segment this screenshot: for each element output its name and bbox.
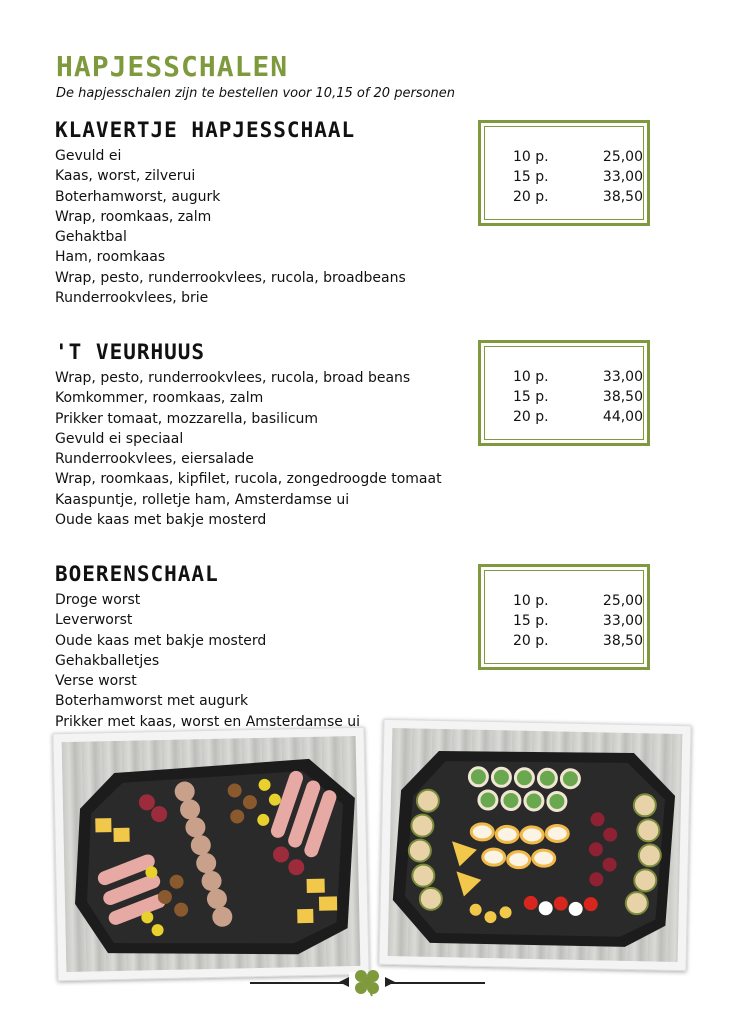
list-item: Wrap, roomkaas, zalm	[55, 208, 212, 225]
list-item: Runderrookvlees, eiersalade	[55, 451, 254, 468]
section-heading: 'T VEURHUUS	[55, 340, 206, 364]
section-klavertje	[55, 118, 695, 308]
page-title: HAPJESSCHALEN	[56, 50, 289, 83]
price: 33,00	[602, 613, 643, 629]
persons: 10 p.	[513, 149, 549, 165]
persons: 15 p.	[513, 613, 549, 629]
list-item: Oude kaas met bakje mosterd	[55, 632, 267, 649]
price: 33,00	[602, 369, 643, 385]
section-boerenschaal	[55, 562, 695, 732]
persons: 20 p.	[513, 633, 549, 649]
price: 25,00	[602, 149, 643, 165]
price: 33,00	[602, 169, 643, 185]
list-item: Boterhamworst, augurk	[55, 188, 221, 205]
platter-photo-hapjesschaal	[378, 719, 691, 971]
persons: 10 p.	[513, 593, 549, 609]
price: 44,00	[602, 409, 643, 425]
list-item: Wrap, roomkaas, kipfilet, rucola, zongedroogde tomaat	[55, 471, 442, 488]
list-item: Gevuld ei speciaal	[55, 430, 184, 447]
price-row	[485, 591, 643, 611]
price-row	[485, 187, 643, 207]
list-item: Komkommer, roomkaas, zalm	[55, 390, 264, 407]
list-item: Prikker met kaas, worst en Amsterdamse ui	[55, 713, 361, 730]
price-row	[485, 611, 643, 631]
list-item: Gehaktbal	[55, 229, 127, 246]
price-row	[485, 367, 643, 387]
persons: 20 p.	[513, 189, 549, 205]
list-item: Ham, roomkaas	[55, 249, 166, 266]
platter-photo-boerenschaal	[52, 727, 369, 981]
price-row	[485, 407, 643, 427]
page-subtitle: De hapjesschalen zijn te bestellen voor 10,15 of 20 personen	[56, 86, 456, 101]
price: 38,50	[602, 189, 643, 205]
list-item: Runderrookvlees, brie	[55, 290, 209, 307]
list-item: Kaaspuntje, rolletje ham, Amsterdamse ui	[55, 491, 350, 508]
list-item: Leverworst	[55, 612, 133, 629]
list-item: Oude kaas met bakje mosterd	[55, 512, 267, 529]
list-item: Gevuld ei	[55, 148, 122, 164]
persons: 20 p.	[513, 409, 549, 425]
price-box	[478, 340, 650, 446]
price-row	[485, 167, 643, 187]
section-veurhuus	[55, 340, 695, 530]
price: 38,50	[602, 389, 643, 405]
platter-illustration	[379, 720, 690, 970]
section-heading: KLAVERTJE HAPJESSCHAAL	[55, 118, 356, 142]
persons: 10 p.	[513, 369, 549, 385]
list-item: Wrap, pesto, runderrookvlees, rucola, broadbeans	[55, 269, 406, 286]
clover-icon	[339, 964, 395, 1004]
price-row	[485, 387, 643, 407]
list-item: Verse worst	[55, 673, 137, 690]
platter-illustration	[53, 728, 368, 980]
persons: 15 p.	[513, 169, 549, 185]
list-item: Kaas, worst, zilverui	[55, 168, 196, 185]
price-box	[478, 564, 650, 670]
list-item: Droge worst	[55, 592, 141, 608]
list-item: Prikker tomaat, mozzarella, basilicum	[55, 410, 319, 427]
list-item: Gehakballetjes	[55, 652, 160, 669]
section-heading: BOERENSCHAAL	[55, 562, 219, 586]
price: 25,00	[602, 593, 643, 609]
persons: 15 p.	[513, 389, 549, 405]
list-item: Wrap, pesto, runderrookvlees, rucola, broad beans	[55, 370, 411, 386]
price: 38,50	[602, 633, 643, 649]
list-item: Boterhamworst met augurk	[55, 693, 249, 710]
price-box	[478, 120, 650, 226]
price-row	[485, 147, 643, 167]
price-row	[485, 631, 643, 651]
